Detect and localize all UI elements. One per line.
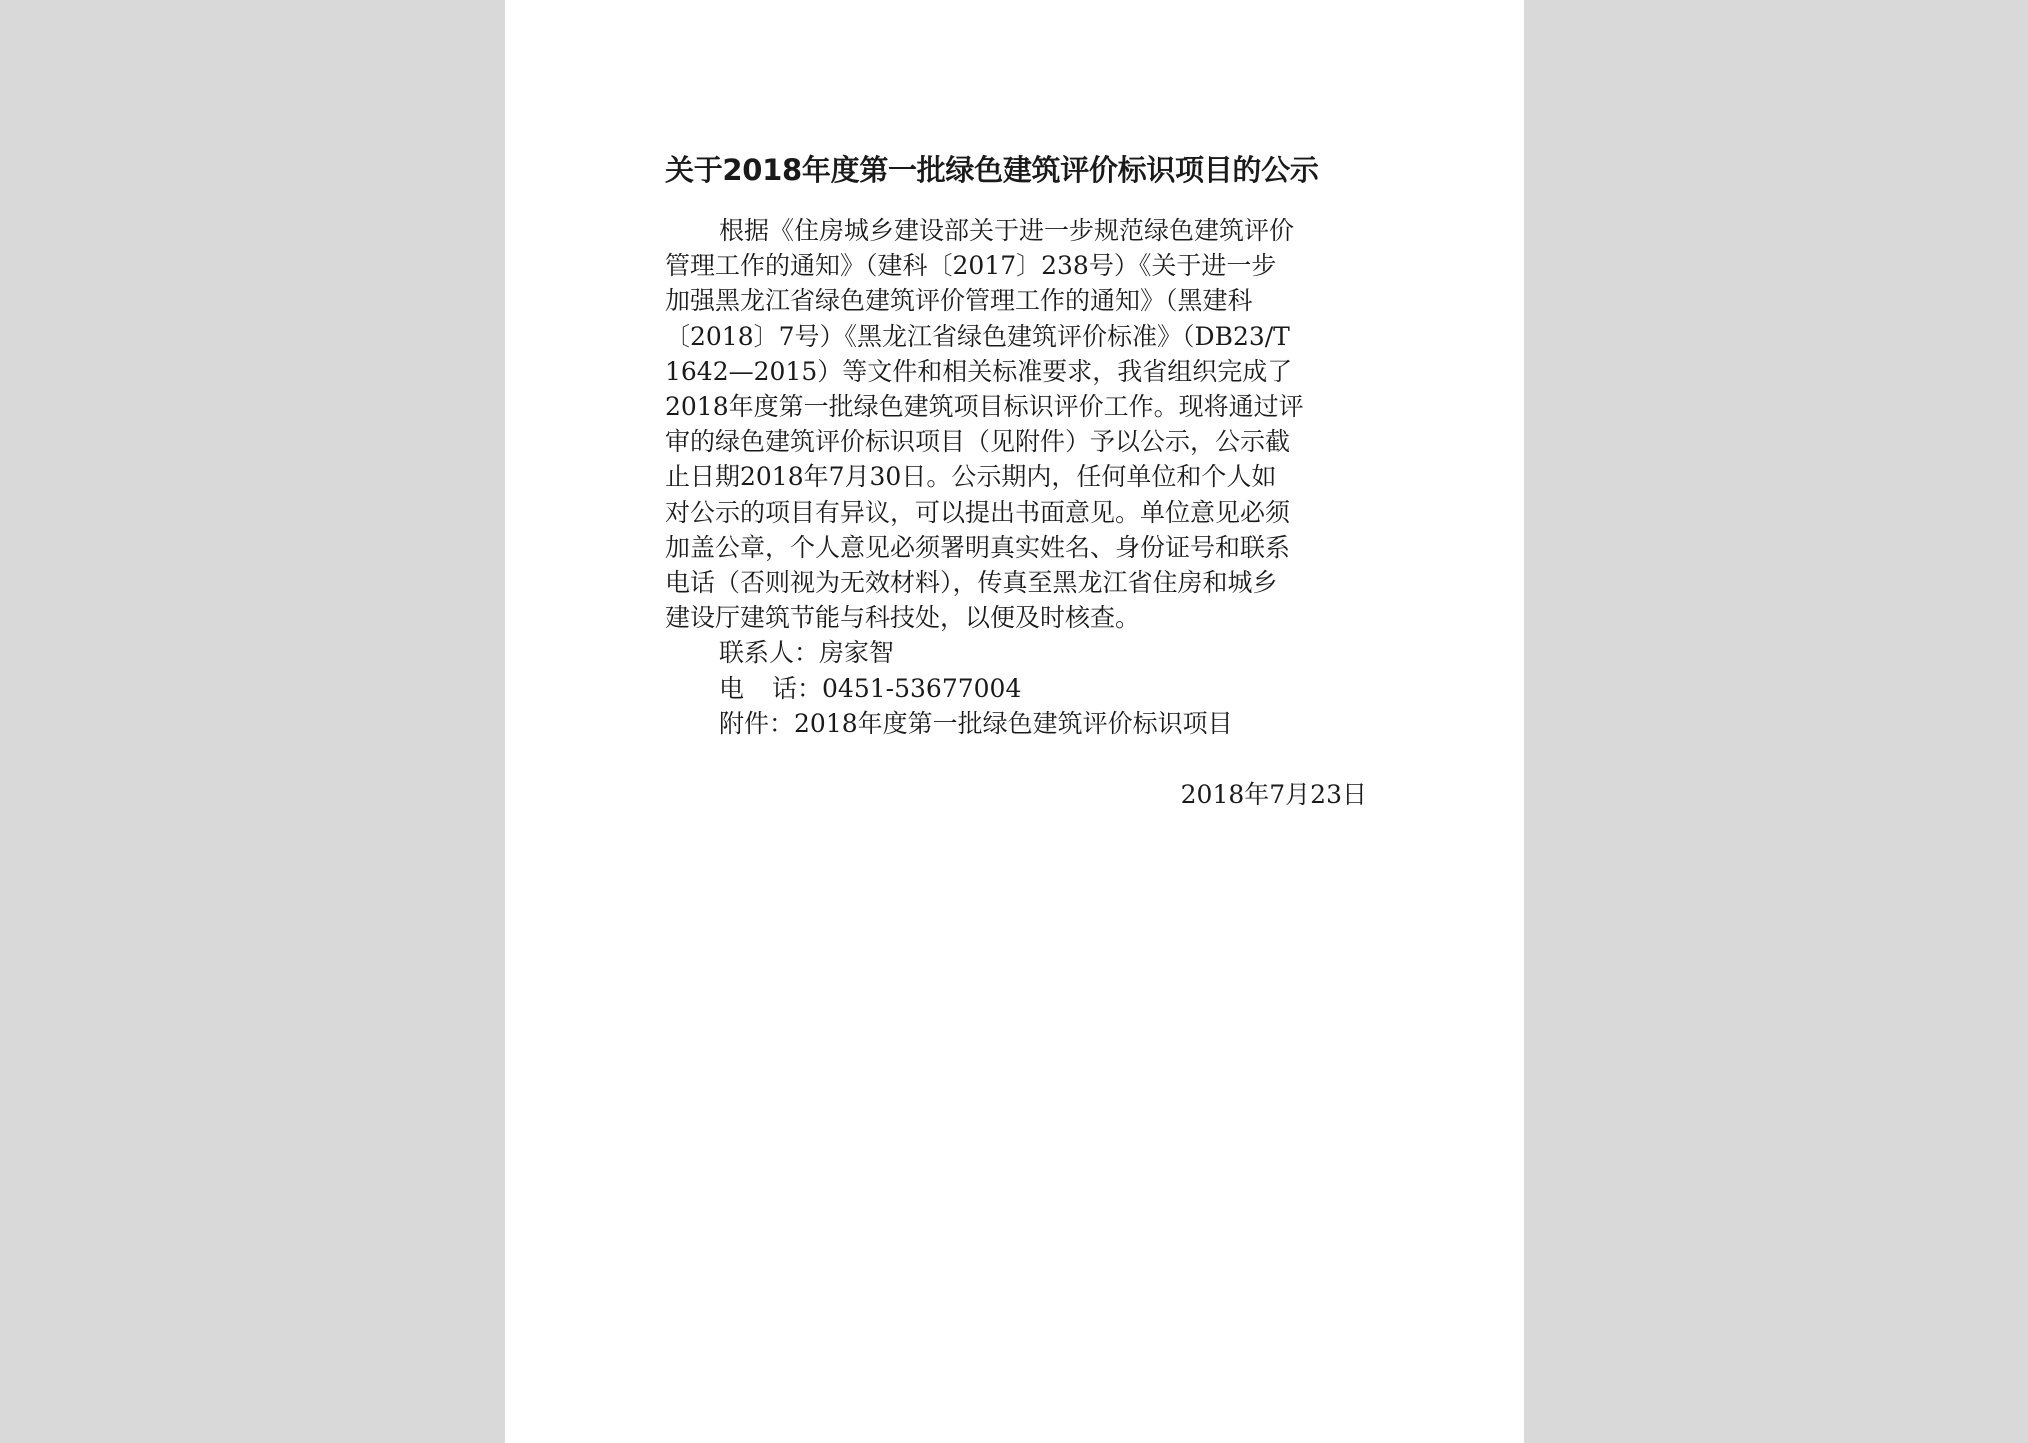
contact-line bbox=[665, 635, 1367, 670]
body-line: 电话（否则视为无效材料），传真至黑龙江省住房和城乡 bbox=[665, 568, 1278, 598]
body-line: 止日期2018年7月30日。公示期内，任何单位和个人如 bbox=[665, 462, 1277, 492]
body-line: 〔2018〕7号）《黑龙江省绿色建筑评价标准》（DB23/T bbox=[665, 321, 1290, 351]
phone-value: 0451-53677004 bbox=[822, 673, 1022, 703]
body-line: 管理工作的通知》（建科〔2017〕238号）《关于进一步 bbox=[665, 251, 1277, 281]
page-content bbox=[665, 150, 1367, 812]
phone-line bbox=[665, 671, 1367, 706]
document-date: 2018年7月23日 bbox=[1180, 780, 1367, 810]
phone-label-a: 电 bbox=[719, 673, 745, 703]
contact-label: 联系人： bbox=[719, 638, 820, 668]
attachment-value: 2018年度第一批绿色建筑评价标识项目 bbox=[794, 708, 1233, 738]
body-line: 审的绿色建筑评价标识项目（见附件）予以公示，公示截 bbox=[665, 427, 1291, 457]
attachment-line bbox=[665, 706, 1367, 741]
document-page bbox=[505, 0, 1524, 1443]
body-line: 2018年度第一批绿色建筑项目标识评价工作。现将通过评 bbox=[665, 392, 1304, 422]
phone-label-b: 话： bbox=[772, 673, 823, 703]
body-line: 加强黑龙江省绿色建筑评价管理工作的通知》（黑建科 bbox=[665, 286, 1253, 316]
attachment-label: 附件： bbox=[719, 708, 795, 738]
document-title: 关于2018年度第一批绿色建筑评价标识项目的公示 bbox=[665, 153, 1319, 187]
body-line: 对公示的项目有异议，可以提出书面意见。单位意见必须 bbox=[665, 497, 1291, 527]
contact-value: 房家智 bbox=[819, 638, 895, 668]
body-paragraph bbox=[665, 213, 1367, 635]
body-line: 根据《住房城乡建设部关于进一步规范绿色建筑评价 bbox=[719, 216, 1295, 245]
body-line: 加盖公章，个人意见必须署明真实姓名、身份证号和联系 bbox=[665, 532, 1291, 562]
body-line: 建设厅建筑节能与科技处，以便及时核查。 bbox=[665, 603, 1141, 633]
body-line: 1642—2015）等文件和相关标准要求，我省组织完成了 bbox=[665, 356, 1293, 386]
